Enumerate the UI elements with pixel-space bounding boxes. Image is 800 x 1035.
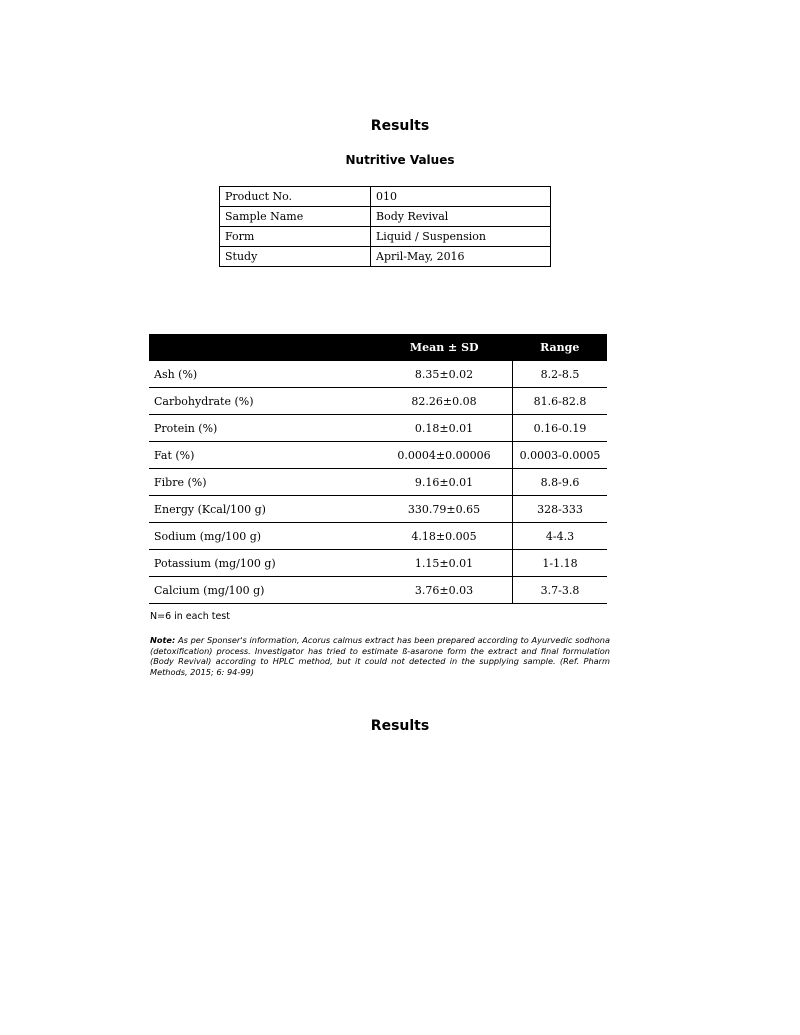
column-header-mean-sd: Mean ± SD [376,334,513,361]
sample-size-footnote: N=6 in each test [150,611,230,622]
info-row [220,227,551,247]
table-header-row [149,334,607,361]
row-mean-sd: 0.0004±0.00006 [376,442,513,469]
sponsor-note [150,635,610,677]
row-mean-sd: 9.16±0.01 [376,469,513,496]
row-parameter: Energy (Kcal/100 g) [149,496,376,523]
table-row [149,415,607,442]
row-range: 8.2-8.5 [513,361,608,388]
row-range: 4-4.3 [513,523,608,550]
column-header-parameter [149,334,376,361]
row-parameter: Fibre (%) [149,469,376,496]
row-mean-sd: 82.26±0.08 [376,388,513,415]
info-row [220,247,551,267]
page-title: Results [370,118,430,134]
row-parameter: Calcium (mg/100 g) [149,577,376,604]
row-range: 81.6-82.8 [513,388,608,415]
section-subtitle: Nutritive Values [345,153,455,167]
row-range: 8.8-9.6 [513,469,608,496]
table-row [149,577,607,604]
row-mean-sd: 4.18±0.005 [376,523,513,550]
info-value: Liquid / Suspension [371,227,551,247]
info-value: 010 [371,187,551,207]
note-label: Note: [150,635,176,645]
table-row [149,469,607,496]
info-row [220,207,551,227]
nutritive-values-table [149,334,607,604]
table-row [149,442,607,469]
row-range: 328-333 [513,496,608,523]
info-label: Form [220,227,371,247]
info-label: Study [220,247,371,267]
table-row [149,388,607,415]
table-row [149,496,607,523]
row-mean-sd: 330.79±0.65 [376,496,513,523]
table-row [149,361,607,388]
row-mean-sd: 3.76±0.03 [376,577,513,604]
product-info-table [219,186,551,267]
info-label: Product No. [220,187,371,207]
row-parameter: Carbohydrate (%) [149,388,376,415]
table-row [149,550,607,577]
info-label: Sample Name [220,207,371,227]
column-header-range: Range [513,334,608,361]
row-range: 0.16-0.19 [513,415,608,442]
info-value: April-May, 2016 [371,247,551,267]
row-parameter: Ash (%) [149,361,376,388]
row-range: 1-1.18 [513,550,608,577]
note-text: As per Sponser's information, Acorus calmus extract has been prepared according to Ayurvedic sodhona (detoxification) process. Investigator has tried to estimate ß-asarone form the extract and final formulation (Body Revival) according to HPLC method, but it could not detected in the supplying sample. (Ref. Pharm Methods, 2015; 6: 94-99) [150,635,610,677]
row-mean-sd: 1.15±0.01 [376,550,513,577]
info-value: Body Revival [371,207,551,227]
row-range: 0.0003-0.0005 [513,442,608,469]
page-title-repeat: Results [370,718,430,734]
row-parameter: Fat (%) [149,442,376,469]
row-mean-sd: 0.18±0.01 [376,415,513,442]
table-row [149,523,607,550]
row-range: 3.7-3.8 [513,577,608,604]
info-row [220,187,551,207]
row-mean-sd: 8.35±0.02 [376,361,513,388]
row-parameter: Potassium (mg/100 g) [149,550,376,577]
row-parameter: Protein (%) [149,415,376,442]
row-parameter: Sodium (mg/100 g) [149,523,376,550]
